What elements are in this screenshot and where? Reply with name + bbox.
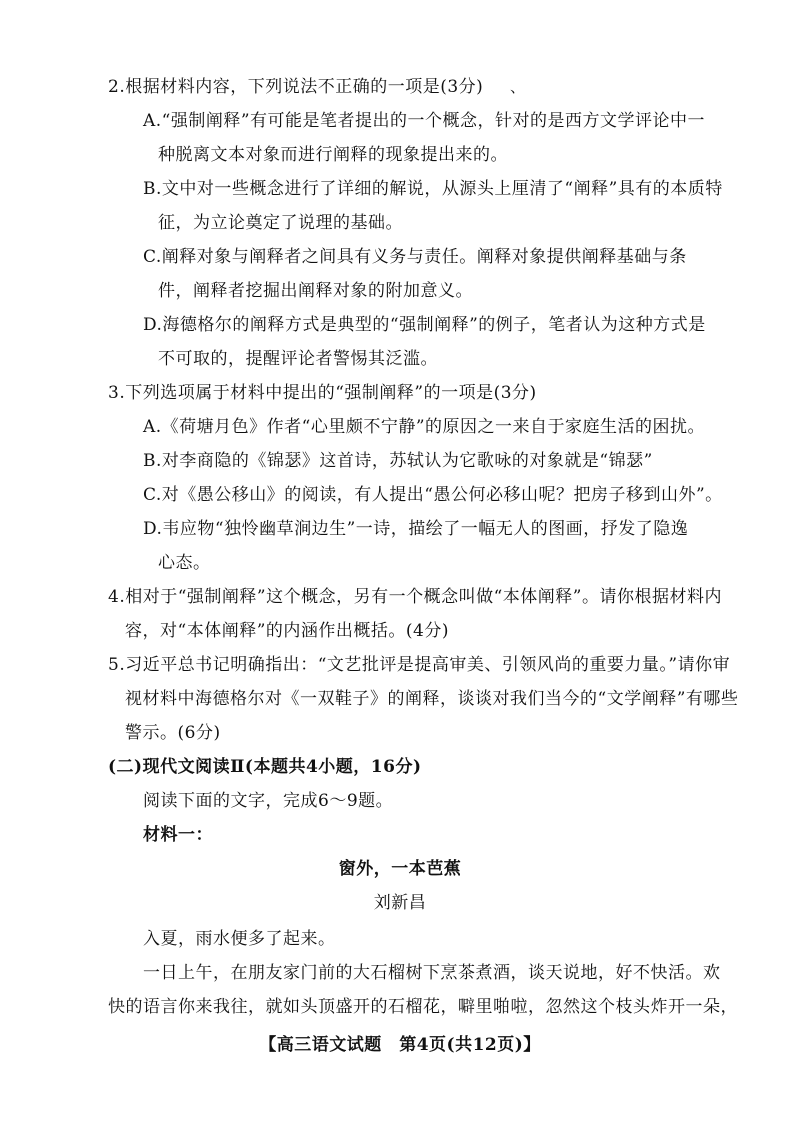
question-2-option-d-line2: 不可取的，提醒评论者警惕其泛滥。 <box>158 349 438 369</box>
question-2-option-a-line1: A.“强制阐释”有可能是笔者提出的一个概念，针对的是西方文学评论中一 <box>143 111 706 131</box>
question-2-option-c-line2: 件，阐释者挖掘出阐释对象的附加意义。 <box>158 281 473 301</box>
article-paragraph-1: 入夏，雨水便多了起来。 <box>143 929 336 949</box>
section-heading: (二)现代文阅读Ⅱ(本题共4小题，16分) <box>108 757 422 777</box>
article-author: 刘新昌 <box>373 893 427 913</box>
question-2-option-b-line1: B.文中对一些概念进行了详细的解说，从源头上厘清了“阐释”具有的本质特 <box>143 179 723 199</box>
question-4-line1: 4.相对于“强制阐释”这个概念，另有一个概念叫做“本体阐释”。请你根据材料内 <box>108 587 722 607</box>
article-paragraph-2-line1: 一日上午，在朋友家门前的大石榴树下烹茶煮酒，谈天说地，好不快活。欢 <box>143 963 721 983</box>
question-3-stem: 3.下列选项属于材料中提出的“强制阐释”的一项是(3分) <box>108 383 537 403</box>
question-3-option-c: C.对《愚公移山》的阅读，有人提出“愚公何必移山呢？把房子移到山外”。 <box>143 485 723 505</box>
article-paragraph-2-line2: 快的语言你来我往，就如头顶盛开的石榴花，噼里啪啦，忽然这个枝头炸开一朵， <box>108 997 738 1017</box>
section-instruction: 阅读下面的文字，完成6～9题。 <box>143 791 394 811</box>
question-2-option-c-line1: C.阐释对象与阐释者之间具有义务与责任。阐释对象提供阐释基础与条 <box>143 247 687 267</box>
question-2-option-d-line1: D.海德格尔的阐释方式是典型的“强制阐释”的例子，笔者认为这种方式是 <box>143 315 706 335</box>
question-4-line2: 容，对“本体阐释”的内涵作出概括。(4分) <box>125 621 449 641</box>
question-2-stem: 2.根据材料内容，下列说法不正确的一项是(3分) <box>108 77 484 97</box>
page-footer: 【高三语文试题 第4页(共12页)】 <box>259 1035 541 1055</box>
question-3-option-d-line2: 心态。 <box>158 553 211 573</box>
question-3-option-a: A.《荷塘月色》作者“心里颇不宁静”的原因之一来自于家庭生活的困扰。 <box>143 417 706 437</box>
stray-mark: 、 <box>510 78 526 96</box>
question-3-option-d-line1: D.韦应物“独怜幽草涧边生”一诗，描绘了一幅无人的图画，抒发了隐逸 <box>143 519 689 539</box>
article-title: 窗外，一本芭蕉 <box>338 859 462 879</box>
material-label: 材料一： <box>143 825 213 845</box>
question-5-line3: 警示。(6分) <box>125 723 221 743</box>
question-3-option-b: B.对李商隐的《锦瑟》这首诗，苏轼认为它歌咏的对象就是“锦瑟” <box>143 451 653 471</box>
question-5-line1: 5.习近平总书记明确指出：“文艺批评是提高审美、引领风尚的重要力量。”请你审 <box>108 655 731 675</box>
question-2-option-a-line2: 种脱离文本对象而进行阐释的现象提出来的。 <box>158 145 508 165</box>
question-5-line2: 视材料中海德格尔对《一双鞋子》的阐释，谈谈对我们当今的“文学阐释”有哪些 <box>125 689 739 709</box>
question-2-option-b-line2: 征，为立论奠定了说理的基础。 <box>158 213 403 233</box>
